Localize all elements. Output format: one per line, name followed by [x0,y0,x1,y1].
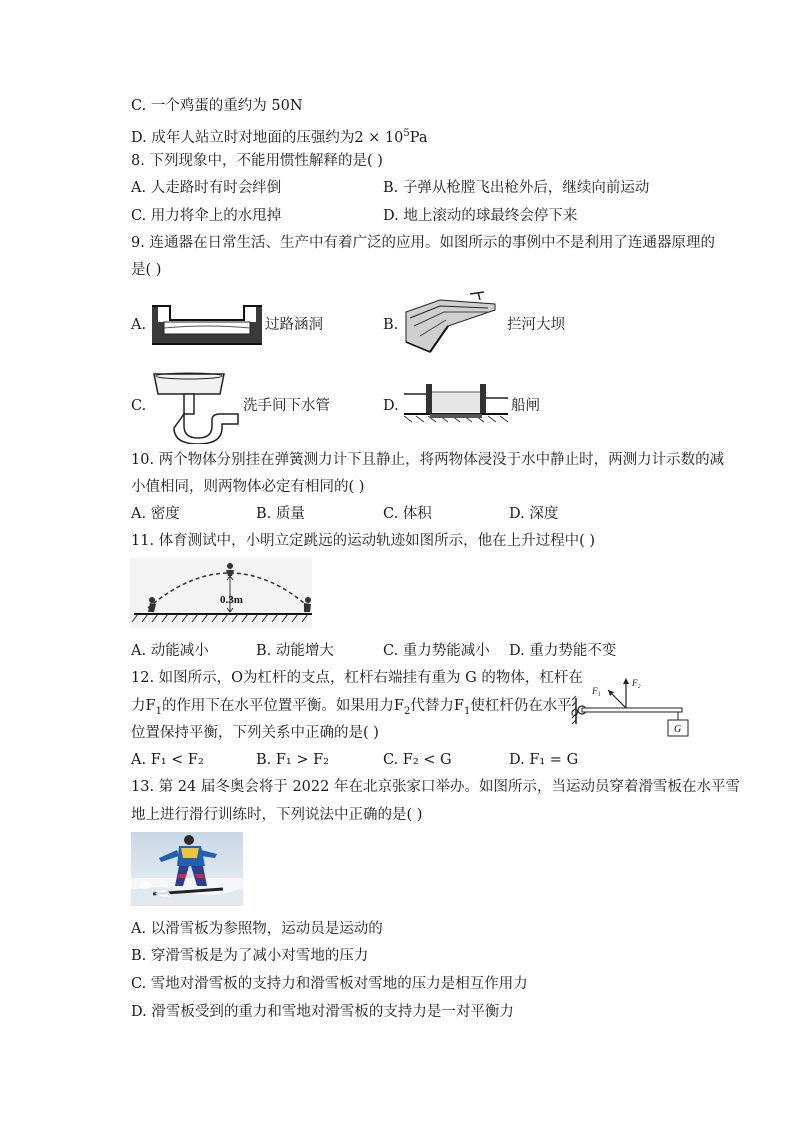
q12-stem-line1: 12. 如图所示，O为杠杆的支点，杠杆右端挂有重为 G 的物体，杠杆在 [131,670,583,686]
q8-option-b: B. 子弹从枪膛飞出枪外后，继续向前运动 [383,180,650,196]
q10-option-c: C. 体积 [383,506,432,522]
q9-stem-line2: 是( ) [131,262,162,278]
q12-option-b: B. F₁ > F₂ [256,752,329,768]
culvert-figure [150,302,264,346]
weight-label: G [674,724,682,735]
q9-option-a-label: A. [131,317,147,333]
lever-figure [570,672,694,744]
q9-option-c-label: C. [131,398,147,414]
q13-stem-line2: 地上进行滑行训练时，下列说法中正确的是( ) [131,807,423,823]
pivot-label: O [571,708,579,719]
q7-option-d: D. 成年人站立时对地面的压强约为$2 \times 10^5Pa$ [131,128,428,146]
q11-stem: 11. 体育测试中，小明立定跳远的运动轨迹如图所示，他在上升过程中( ) [131,533,596,549]
q13-stem-line1: 13. 第 24 届冬奥会将于 2022 年在北京张家口举办。如图所示，当运动员穿着滑雪板在水平雪 [131,779,740,795]
q9-option-d-caption: 船闸 [511,398,540,414]
q10-stem-line2: 小值相同，则两物体必定有相同的( ) [131,479,365,495]
long-jump-figure [130,558,312,628]
q12-stem-line3: 位置保持平衡，下列关系中正确的是( ) [131,725,379,741]
q10-option-b: B. 质量 [256,506,305,522]
force-f1-label: F₁ [592,686,601,696]
q13-option-a: A. 以滑雪板为参照物，运动员是运动的 [131,921,383,937]
q12-stem-line2: 力$F_1$的作用下在水平位置平衡。如果用力$F_2$代替力$F_1$使杠杆仍在水平 [131,698,572,717]
q13-option-b: B. 穿滑雪板是为了减小对雪地的压力 [131,948,369,964]
q8-option-d: D. 地上滚动的球最终会停下来 [383,208,578,224]
ship-lock-figure [402,380,510,424]
q11-option-d: D. 重力势能不变 [509,643,617,659]
q13-option-c: C. 雪地对滑雪板的支持力和滑雪板对雪地的压力是相互作用力 [131,976,528,992]
q11-option-c: C. 重力势能减小 [383,643,490,659]
q10-option-a: A. 密度 [131,506,180,522]
q12-option-c: C. F₂ < G [383,752,452,768]
q10-option-d: D. 深度 [509,506,559,522]
q9-option-a-caption: 过路涵洞 [265,317,323,333]
q8-option-a: A. 人走路时有时会绊倒 [131,180,282,196]
q12-option-d: D. F₁ = G [509,752,579,768]
q11-option-a: A. 动能减小 [131,643,209,659]
q8-option-c: C. 用力将伞上的水甩掉 [131,208,282,224]
q7-option-c: C. 一个鸡蛋的重约为 50N [131,98,303,114]
sink-drain-figure [150,370,242,444]
dam-figure [400,290,500,360]
q12-option-a: A. F₁ < F₂ [131,752,204,768]
skier-photo [131,832,243,906]
q9-stem-line1: 9. 连通器在日常生活、生产中有着广泛的应用。如图所示的事例中不是利用了连通器原理的 [131,235,715,251]
q8-stem: 8. 下列现象中，不能用惯性解释的是( ) [131,153,383,169]
jump-height-label: 0.3m [220,594,243,606]
q11-option-b: B. 动能增大 [256,643,334,659]
force-f2-label: F₂ [632,678,641,688]
q9-option-b-caption: 拦河大坝 [507,317,565,333]
q9-option-c-caption: 洗手间下水管 [243,398,330,414]
q13-option-d: D. 滑雪板受到的重力和雪地对滑雪板的支持力是一对平衡力 [131,1004,514,1020]
q10-stem-line1: 10. 两个物体分别挂在弹簧测力计下且静止，将两物体浸没于水中静止时，两测力计示数的减 [131,452,725,468]
q9-option-b-label: B. [383,317,399,333]
q9-option-d-label: D. [383,398,399,414]
